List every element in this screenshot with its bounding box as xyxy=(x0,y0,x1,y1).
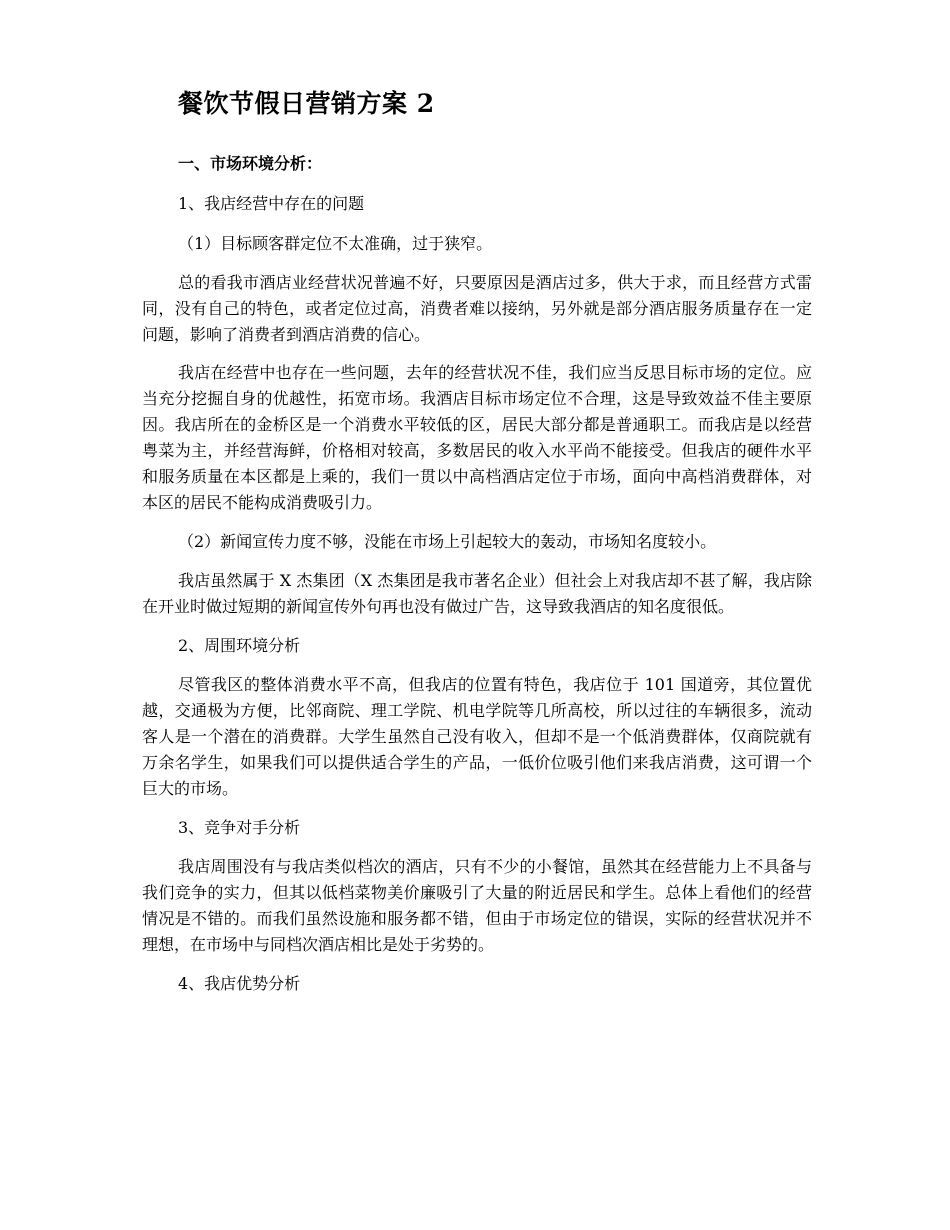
paragraph-publicity: 我店虽然属于 X 杰集团（X 杰集团是我市著名企业）但社会上对我店却不甚了解，我店除在开业时做过短期的新闻宣传外句再也没有做过广告，这导致我酒店的知名度很低。 xyxy=(142,571,812,616)
document-title: 餐饮节假日营销方案 2 xyxy=(178,89,435,118)
subheading-advantages: 4、我店优势分析 xyxy=(178,974,301,993)
document-page xyxy=(142,86,812,998)
section-heading-market-analysis: 一、市场环境分析： xyxy=(178,154,323,173)
item-publicity: （2）新闻宣传力度不够，没能在市场上引起较大的轰动，市场知名度较小。 xyxy=(178,532,717,551)
paragraph-competitors: 我店周围没有与我店类似档次的酒店，只有不少的小餐馆，虽然其在经营能力上不具备与我们竞争的实力，但其以低档菜物美价廉吸引了大量的附近居民和学生。总体上看他们的经营情况是不错的。而我们虽然设施和服务都不错，但由于市场定位的错误，实际的经营状况并不理想，在市场中与同档次酒店相比是处于劣势的。 xyxy=(142,857,812,954)
item-target-customers: （1）目标顾客群定位不太准确，过于狭窄。 xyxy=(178,234,493,253)
paragraph-environment: 尽管我区的整体消费水平不高，但我店的位置有特色，我店位于 101 国道旁，其位置优越，交通极为方便，比邻商院、理工学院、机电学院等几所高校，所以过往的车辆很多，流动客人是一个潜在的消费群。大学生虽然自己没有收入，但却不是一个低消费群体，仅商院就有万余名学生，如果我们可以提供适合学生的产品，一低价位吸引他们来我店消费，这可谓一个巨大的市场。 xyxy=(142,675,812,798)
subheading-competitors: 3、竞争对手分析 xyxy=(178,818,301,837)
paragraph-store-problems: 我店在经营中也存在一些问题，去年的经营状况不佳，我们应当反思目标市场的定位。应当充分挖掘自身的优越性，拓宽市场。我酒店目标市场定位不合理，这是导致效益不佳主要原因。我店所在的金桥区是一个消费水平较低的区，居民大部分都是普通职工。而我店是以经营粤菜为主，并经营海鲜，价格相对较高，多数居民的收入水平尚不能接受。但我店的硬件水平和服务质量在本区都是上乘的，我们一贯以中高档酒店定位于市场，面向中高档消费群体，对本区的居民不能构成消费吸引力。 xyxy=(142,363,812,512)
subheading-environment: 2、周围环境分析 xyxy=(178,636,301,655)
paragraph-industry-overview: 总的看我市酒店业经营状况普遍不好，只要原因是酒店过多，供大于求，而且经营方式雷同，没有自己的特色，或者定位过高，消费者难以接纳，另外就是部分酒店服务质量存在一定问题，影响了消费者到酒店消费的信心。 xyxy=(142,273,812,344)
subheading-problems: 1、我店经营中存在的问题 xyxy=(178,194,365,213)
